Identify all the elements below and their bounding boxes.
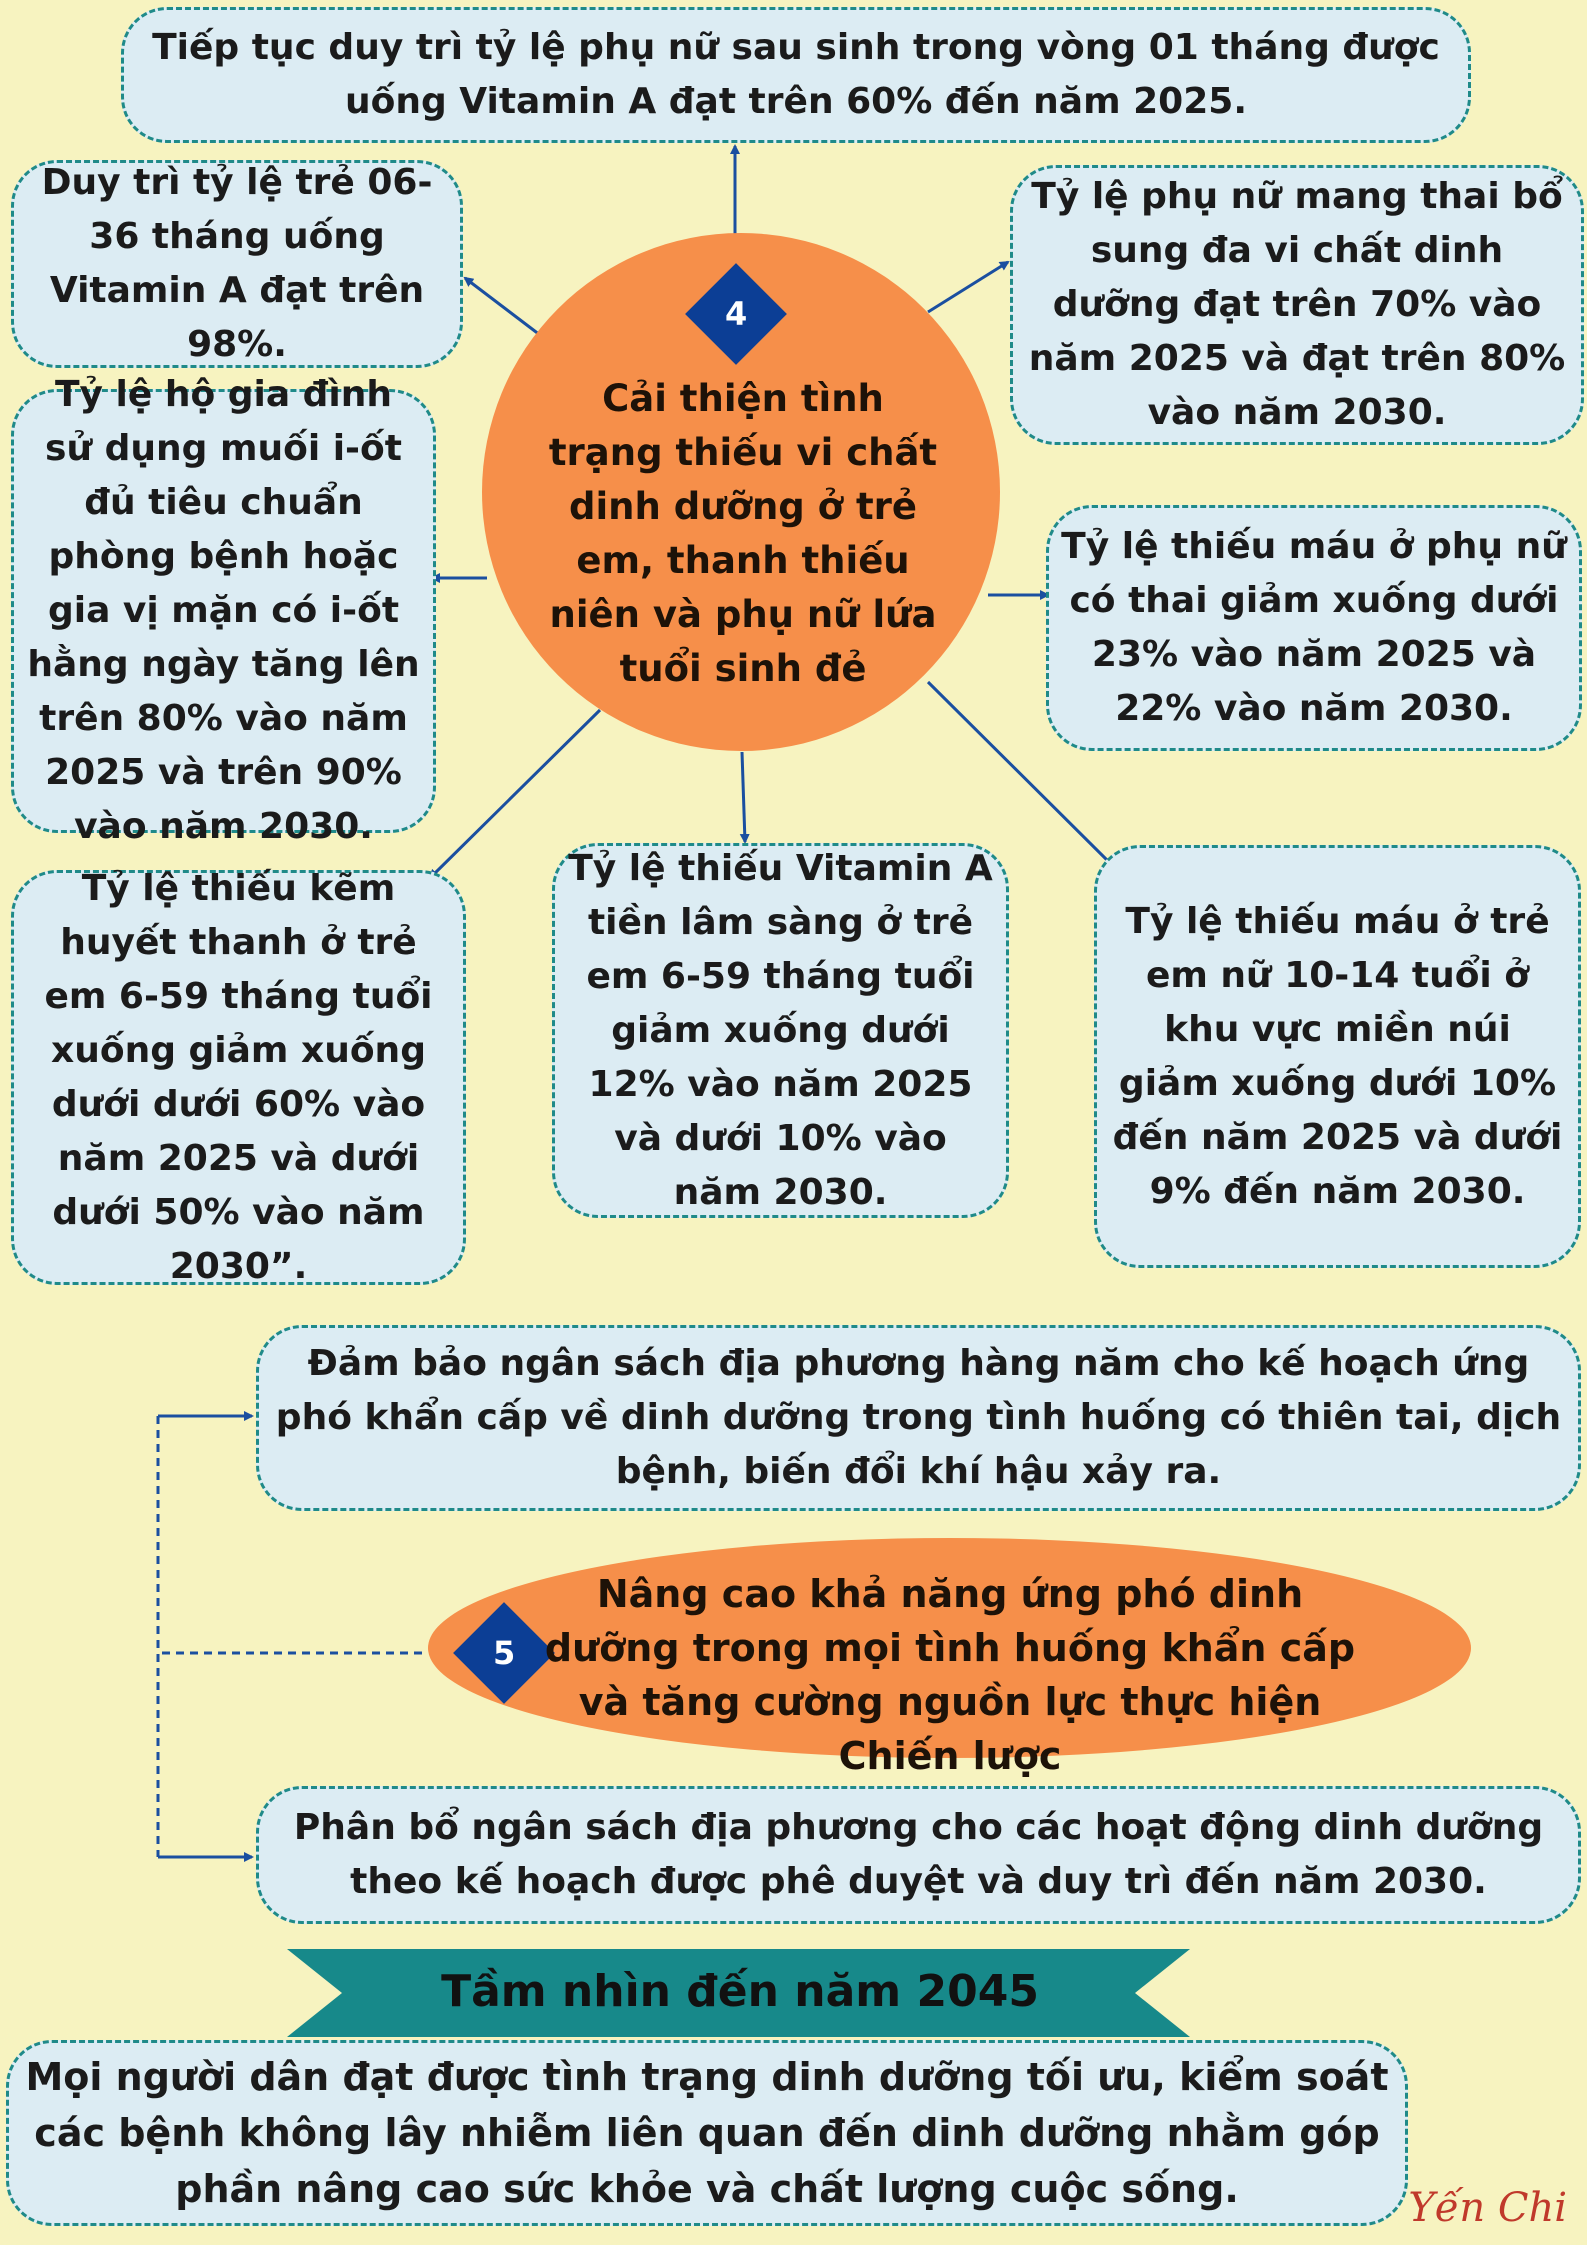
section4-number: 4 — [724, 294, 748, 333]
target-vitamin-a-subclinical — [552, 843, 1009, 1218]
target-text: Tỷ lệ hộ gia đình sử dụng muối i-ốt đủ tiêu chuẩn phòng bệnh hoặc gia vị mặn có i-ốt hằng ngày tăng lên trên 80% vào năm 2025 và trên 90% vào năm 2030. — [27, 374, 420, 847]
budget-allocation-box — [256, 1786, 1581, 1924]
target-text: Duy trì tỷ lệ trẻ 06-36 tháng uống Vitamin A đạt trên 98%. — [41, 162, 433, 365]
top-target-text: Tiếp tục duy trì tỷ lệ phụ nữ sau sinh trong vòng 01 tháng được uống Vitamin A đạt trên 60% đến năm 2025. — [152, 27, 1440, 122]
section4-title: Cải thiện tình trạng thiếu vi chất dinh dưỡng ở trẻ em, thanh thiếu niên và phụ nữ lứa tuổi sinh đẻ — [548, 377, 938, 690]
section5-number: 5 — [492, 1633, 516, 1672]
budget-emergency-box — [256, 1325, 1581, 1511]
budget-allocation-text: Phân bổ ngân sách địa phương cho các hoạt động dinh dưỡng theo kế hoạch được phê duyệt và duy trì đến năm 2030. — [293, 1807, 1544, 1902]
arrow-bottom — [742, 752, 745, 842]
budget-emergency-text: Đảm bảo ngân sách địa phương hàng năm cho kế hoạch ứng phó khẩn cấp về dinh dưỡng trong tình huống có thiên tai, dịch bệnh, biến đổi khí hậu xảy ra. — [275, 1343, 1562, 1492]
author-signature: Yến Chi — [1408, 2185, 1567, 2231]
arrow-upper-left — [465, 278, 540, 335]
top-target-box — [121, 7, 1471, 143]
vision-box — [6, 2040, 1408, 2226]
target-pregnant-supplements — [1010, 165, 1584, 445]
target-iodized-salt — [11, 374, 436, 847]
section5-title: Nâng cao khả năng ứng phó dinh dưỡng trong mọi tình huống khẩn cấp và tăng cường nguồn lực thực hiện Chiến lược — [544, 1572, 1356, 1778]
target-text: Tỷ lệ thiếu máu ở phụ nữ có thai giảm xuống dưới 23% vào năm 2025 và 22% vào năm 2030. — [1061, 526, 1567, 729]
arrow-upper-right — [928, 262, 1008, 312]
target-anemia-girls — [1094, 845, 1581, 1268]
target-anemia-pregnant — [1046, 505, 1582, 751]
target-text: Tỷ lệ thiếu Vitamin A tiền lâm sàng ở trẻ em 6-59 tháng tuổi giảm xuống dưới 12% vào năm 2025 và dưới 10% vào năm 2030. — [568, 847, 993, 1213]
target-text: Tỷ lệ thiếu máu ở trẻ em nữ 10-14 tuổi ở khu vực miền núi giảm xuống dưới 10% đến năm 2025 và dưới 9% đến năm 2030. — [1112, 900, 1563, 1212]
vision-text: Mọi người dân đạt được tình trạng dinh dưỡng tối ưu, kiểm soát các bệnh không lây nhiễm liên quan đến dinh dưỡng nhằm góp phần nâng cao sức khỏe và chất lượng cuộc sống. — [25, 2055, 1389, 2211]
target-text: Tỷ lệ thiếu kẽm huyết thanh ở trẻ em 6-59 tháng tuổi xuống giảm xuống dưới dưới 60% vào năm 2025 và dưới dưới 50% vào năm 2030”. — [44, 867, 433, 1287]
target-vitamin-a-children — [11, 160, 463, 368]
vision-title: Tầm nhìn đến năm 2045 — [441, 1966, 1039, 2017]
target-text: Tỷ lệ phụ nữ mang thai bổ sung đa vi chất dinh dưỡng đạt trên 70% vào năm 2025 và đạt trên 80% vào năm 2030. — [1028, 176, 1566, 433]
target-zinc — [11, 867, 466, 1287]
